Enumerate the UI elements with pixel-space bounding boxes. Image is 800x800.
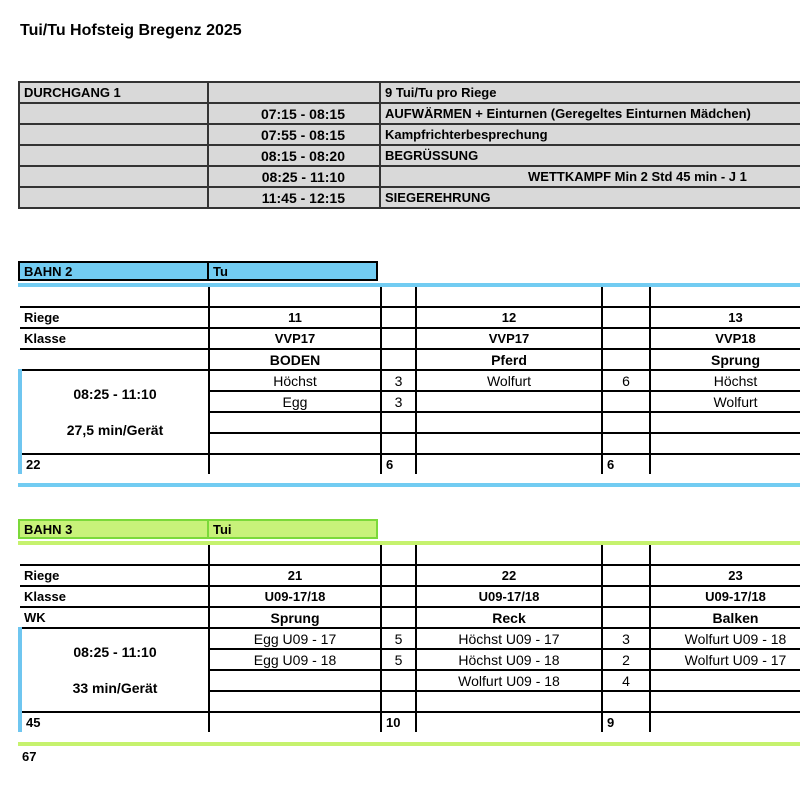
count-cell: 3 [381,391,416,412]
verein-cell: Wolfurt [416,370,602,391]
klasse-value: U09-17/18 [209,586,381,607]
geraet-name: Reck [416,607,602,628]
klasse-value: U09-17/18 [416,586,602,607]
verein-cell: Wolfurt U09 - 18 [416,670,602,691]
bahn3-label: BAHN 3 [18,519,209,539]
verein-cell [650,670,800,691]
count-cell: 4 [602,670,650,691]
bahn2-time: 08:25 - 11:10 [73,386,157,402]
riege-number: 22 [416,565,602,586]
sum-cell: 10 [381,712,416,732]
riege-number: 21 [209,565,381,586]
klasse-value: VVP17 [209,328,381,349]
bahn3-bottom-bar [18,742,800,746]
verein-cell: Höchst [650,370,800,391]
wk-label: WK [20,607,209,628]
durchgang-header-row [19,82,800,103]
klasse-value: VVP18 [650,328,800,349]
durchgang-text: Kampfrichterbesprechung [380,124,800,145]
geraet-name: Balken [650,607,800,628]
sum-cell [650,454,800,474]
riege-label: Riege [20,307,209,328]
durchgang-row [19,166,800,187]
durchgang-table [18,81,800,209]
verein-cell: Egg [209,391,381,412]
riege-number: 11 [209,307,381,328]
bahn2-per-geraet: 27,5 min/Gerät [66,422,164,438]
bahn2-bottom-bar [18,483,800,487]
count-cell: 3 [602,628,650,649]
klasse-label: Klasse [20,328,209,349]
durchgang-row [19,187,800,208]
durchgang-time: 08:15 - 08:20 [208,145,380,166]
grand-total: 67 [22,749,37,764]
sum-cell [650,712,800,732]
durchgang-row [19,103,800,124]
verein-cell: Höchst [209,370,381,391]
durchgang-text: AUFWÄRMEN + Einturnen (Geregeltes Einturnen Mädchen) [380,103,800,124]
geraet-name: Pferd [416,349,602,370]
count-cell [381,670,416,691]
verein-cell: Wolfurt U09 - 17 [650,649,800,670]
riege-label: Riege [20,565,209,586]
verein-cell: Höchst U09 - 17 [416,628,602,649]
verein-cell: Wolfurt U09 - 18 [650,628,800,649]
durchgang-time: 08:25 - 11:10 [208,166,380,187]
bahn3-per-geraet: 33 min/Gerät [72,680,158,696]
klasse-value: VVP17 [416,328,602,349]
geraet-name: Sprung [209,607,381,628]
wettkampf-text: WETTKAMPF Min 2 Std 45 min - J 1 [528,169,747,184]
bahn2-group: Tu [207,261,378,281]
riege-number: 23 [650,565,800,586]
geraet-name: Sprung [650,349,800,370]
bahn2-table [18,287,800,474]
bahn3-total: 45 [20,712,209,732]
verein-cell [209,670,381,691]
bahn3-time-cell [20,628,209,712]
bahn2-time-cell [20,370,209,454]
bahn3-table [18,545,800,732]
verein-cell: Egg U09 - 17 [209,628,381,649]
durchgang-time: 07:15 - 08:15 [208,103,380,124]
verein-cell [416,391,602,412]
count-cell: 6 [602,370,650,391]
bahn3-group: Tui [207,519,378,539]
bahn3-time: 08:25 - 11:10 [73,644,157,660]
durchgang-time: 11:45 - 12:15 [208,187,380,208]
riege-number: 12 [416,307,602,328]
geraet-name: BODEN [209,349,381,370]
count-cell: 2 [602,649,650,670]
durchgang-text [380,166,800,187]
sum-cell: 6 [381,454,416,474]
sum-cell: 9 [602,712,650,732]
sum-cell: 6 [602,454,650,474]
page-title: Tui/Tu Hofsteig Bregenz 2025 [20,22,242,39]
durchgang-row [19,145,800,166]
klasse-value: U09-17/18 [650,586,800,607]
durchgang-time-empty [208,82,380,103]
count-cell: 5 [381,628,416,649]
count-cell [602,391,650,412]
riege-number: 13 [650,307,800,328]
durchgang-time: 07:55 - 08:15 [208,124,380,145]
bahn2-total: 22 [20,454,209,474]
count-cell: 5 [381,649,416,670]
durchgang-text: SIEGEREHRUNG [380,187,800,208]
durchgang-label: DURCHGANG 1 [19,82,208,103]
durchgang-text: BEGRÜSSUNG [380,145,800,166]
durchgang-row [19,124,800,145]
verein-cell: Wolfurt [650,391,800,412]
klasse-label: Klasse [20,586,209,607]
count-cell: 3 [381,370,416,391]
durchgang-note: 9 Tui/Tu pro Riege [380,82,800,103]
verein-cell: Egg U09 - 18 [209,649,381,670]
bahn2-label: BAHN 2 [18,261,209,281]
verein-cell: Höchst U09 - 18 [416,649,602,670]
